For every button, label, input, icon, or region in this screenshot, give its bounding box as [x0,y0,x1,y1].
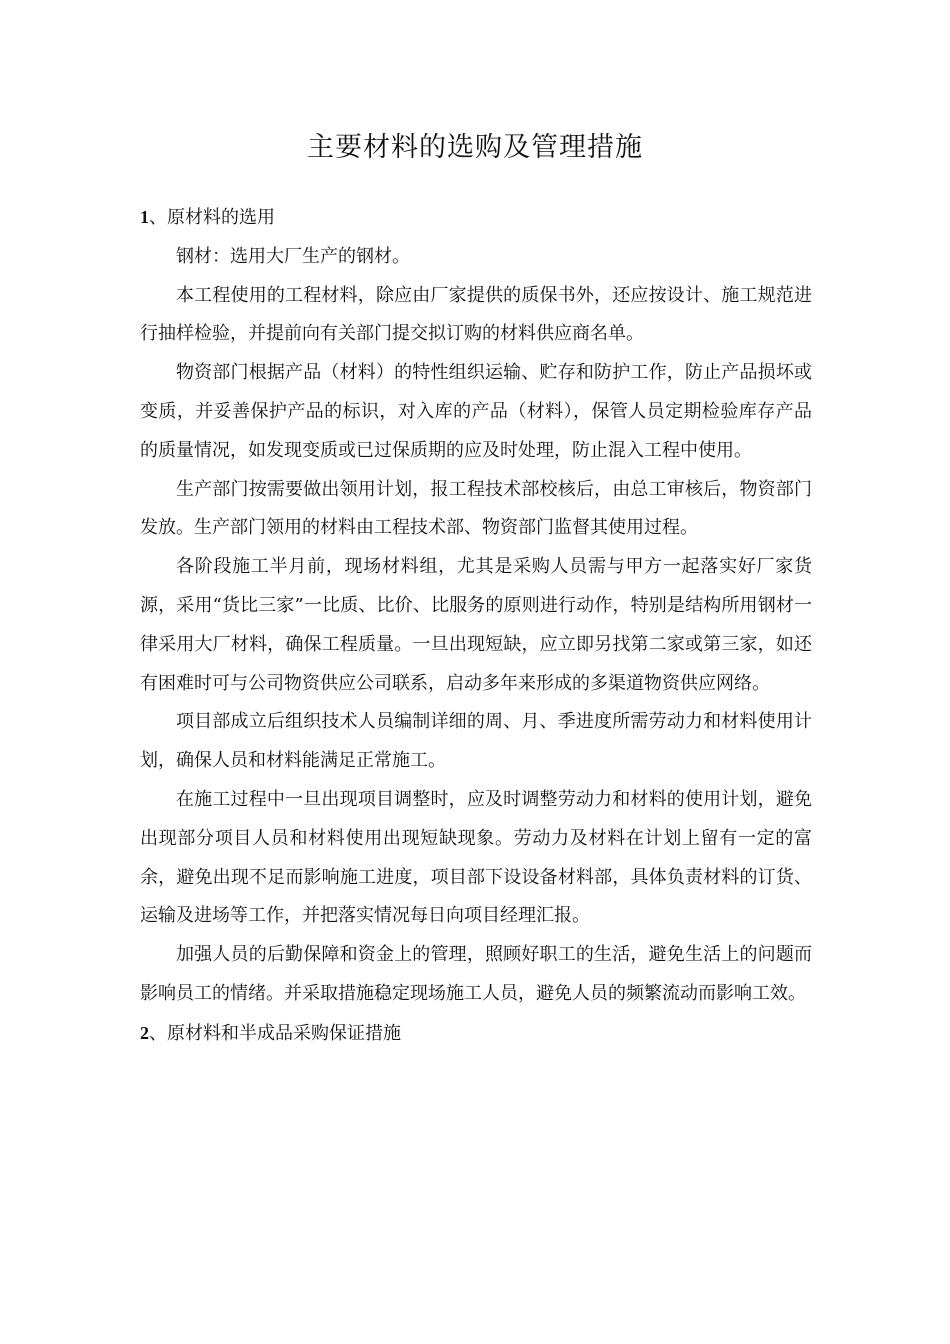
paragraph-issuing: 生产部门按需要做出领用计划，报工程技术部校核后，由总工审核后，物资部门发放。生产部门领用的材料由工程技术部、物资部门监督其使用过程。 [140,478,812,539]
section-title-1: 、原材料的选用 [149,207,275,228]
section-number-1: 1 [140,207,149,227]
section-heading-1 [140,198,812,238]
paragraph-procurement: 各阶段施工半月前，现场材料组，尤其是采购人员需与甲方一起落实好厂家货源，采用“货比三家”一比质、比价、比服务的原则进行动作，特别是结构所用钢材一律采用大厂材料，确保工程质量。一旦出现短缺，应立即另找第二家或第三家，如还有困难时可与公司物资供应公司联系，启动多年来形成的多渠道物资供应网络。 [140,556,812,694]
paragraph-steel: 钢材：选用大厂生产的钢材。 [176,245,410,267]
section-title-2: 、原材料和半成品采购保证措施 [149,1022,401,1044]
paragraph-storage: 物资部门根据产品（材料）的特性组织运输、贮存和防护工作，防止产品损坏或变质，并妥善保护产品的标识，对入库的产品（材料），保管人员定期检验库存产品的质量情况，如发现变质或已过保质期的应及时处理，防止混入工程中使用。 [140,362,812,461]
document-body [140,198,812,1054]
section-number-2: 2 [140,1022,149,1043]
section-heading-2 [140,1014,812,1054]
page-title: 主要材料的选购及管理措施 [307,132,643,164]
paragraph-logistics: 加强人员的后勤保障和资金上的管理，照顾好职工的生活，避免生活上的问题而影响员工的情绪。并采取措施稳定现场施工人员，避免人员的频繁流动而影响工效。 [140,944,812,1004]
paragraph-planning: 项目部成立后组织技术人员编制详细的周、月、季进度所需劳动力和材料使用计划，确保人员和材料能满足正常施工。 [140,711,812,772]
paragraph-inspection: 本工程使用的工程材料，除应由厂家提供的质保书外，还应按设计、施工规范进行抽样检验，并提前向有关部门提交拟订购的材料供应商名单。 [140,284,812,345]
paragraph-adjustment: 在施工过程中一旦出现项目调整时，应及时调整劳动力和材料的使用计划，避免出现部分项目人员和材料使用出现短缺现象。劳动力及材料在计划上留有一定的富余，避免出现不足而影响施工进度，项目部下设设备材料部，具体负责材料的订货、运输及进场等工作，并把落实情况每日向项目经理汇报。 [140,788,812,927]
